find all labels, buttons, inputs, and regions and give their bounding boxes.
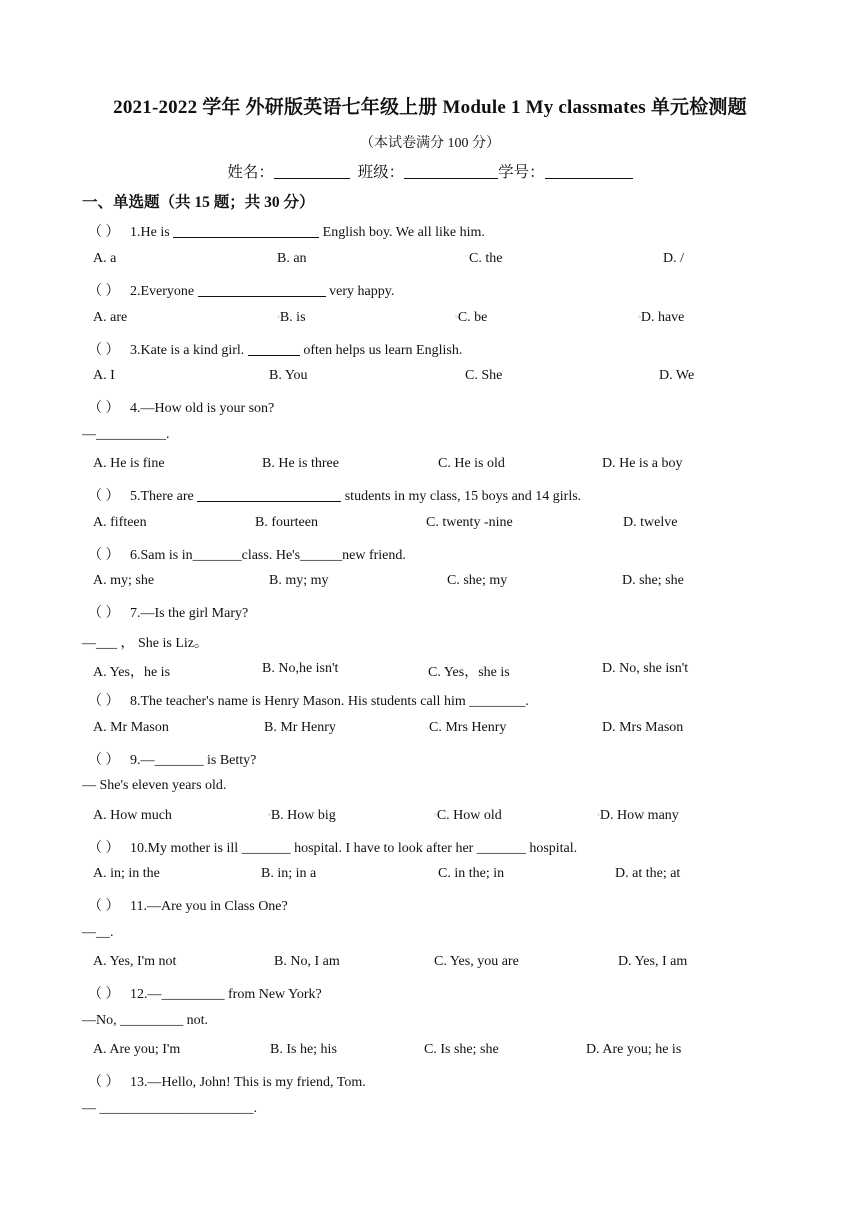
option-b[interactable]: B. in; in a: [261, 866, 317, 881]
score-note: （本试卷满分 100 分）: [360, 136, 500, 151]
answer-blank: [248, 342, 300, 356]
answer-line: — ______________________.: [82, 1101, 257, 1116]
option-b[interactable]: B. You: [269, 368, 308, 383]
option-c[interactable]: C. twenty -nine: [426, 515, 513, 530]
marker-dot: ◦: [455, 312, 458, 321]
option-b[interactable]: B. Is he; his: [270, 1042, 337, 1057]
option-a[interactable]: A. my; she: [93, 573, 155, 588]
class-blank: [404, 164, 498, 179]
answer-line: —__________.: [82, 427, 170, 442]
option-c[interactable]: C. in the; in: [438, 866, 505, 881]
option-row: [0, 456, 860, 478]
question-stem: （ ） 2.Everyone very happy.: [88, 284, 395, 299]
option-a[interactable]: A. are: [93, 310, 128, 325]
question-stem: （ ） 12.—_________ from New York?: [88, 987, 322, 1002]
option-d[interactable]: ◦D. have: [638, 310, 685, 325]
marker-dot: ◦: [434, 810, 437, 819]
option-a[interactable]: A. fifteen: [93, 515, 147, 530]
option-b[interactable]: B. He is three: [262, 456, 339, 471]
option-d[interactable]: D. twelve: [623, 515, 678, 530]
option-row: [0, 954, 860, 976]
option-d[interactable]: D. We: [659, 368, 695, 383]
class-label: 班级：: [357, 164, 405, 181]
question-stem: （ ） 4.—How old is your son?: [88, 401, 275, 416]
option-c[interactable]: C. Mrs Henry: [429, 720, 507, 735]
option-row: [0, 310, 860, 332]
option-c[interactable]: C. She: [465, 368, 503, 383]
question-stem: （ ） 9.—_______ is Betty?: [88, 753, 257, 768]
question-stem: （ ） 8.The teacher's name is Henry Mason. His students call him ________.: [88, 694, 529, 709]
name-blank: [274, 164, 350, 179]
question-stem: （ ） 5.There are students in my class, 15 boys and 14 girls.: [88, 489, 582, 504]
marker-dot: ◦: [638, 312, 641, 321]
option-a[interactable]: A. I: [93, 368, 115, 383]
option-row: [0, 251, 860, 273]
option-d[interactable]: D. she; she: [622, 573, 684, 588]
option-row: [0, 808, 860, 830]
option-a[interactable]: A. Yes，he is: [93, 665, 171, 680]
page-title: 2021-2022 学年 外研版英语七年级上册 Module 1 My classmates 单元检测题: [113, 97, 747, 118]
option-d[interactable]: D. He is a boy: [602, 456, 683, 471]
option-row: [0, 368, 860, 390]
option-b[interactable]: ◦B. is: [277, 310, 306, 325]
answer-blank: [198, 283, 326, 297]
answer-blank: [173, 224, 319, 238]
option-a[interactable]: A. Mr Mason: [93, 720, 169, 735]
option-a[interactable]: A. Yes, I'm not: [93, 954, 177, 969]
option-c[interactable]: C. the: [469, 251, 503, 266]
question-stem: （ ） 1.He is English boy. We all like him.: [88, 225, 485, 240]
option-c[interactable]: C. Yes, you are: [434, 954, 519, 969]
option-b[interactable]: B. an: [277, 251, 307, 266]
answer-line: —__.: [82, 925, 114, 940]
option-d[interactable]: D. Yes, I am: [618, 954, 688, 969]
option-a[interactable]: A. He is fine: [93, 456, 165, 471]
student-info-row: [0, 160, 860, 182]
marker-dot: ◦: [268, 810, 271, 819]
option-b[interactable]: B. Mr Henry: [264, 720, 336, 735]
option-c[interactable]: C. Yes，she is: [428, 665, 510, 680]
question-stem: （ ） 13.—Hello, John! This is my friend, Tom.: [88, 1075, 366, 1090]
option-a[interactable]: A. Are you; I'm: [93, 1042, 181, 1057]
option-row: [0, 1042, 860, 1064]
option-row: [0, 720, 860, 742]
question-stem: （ ） 3.Kate is a kind girl. often helps us learn English.: [88, 343, 463, 358]
option-a[interactable]: A. in; in the: [93, 866, 160, 881]
option-b[interactable]: B. No,he isn't: [262, 661, 339, 676]
id-label: 学号：: [498, 164, 545, 181]
option-d[interactable]: D. /: [663, 251, 684, 266]
option-d[interactable]: D. No, she isn't: [602, 661, 689, 676]
option-row: [0, 866, 860, 888]
name-label: 姓名：: [227, 164, 274, 181]
option-b[interactable]: B. fourteen: [255, 515, 318, 530]
option-b[interactable]: B. my; my: [269, 573, 329, 588]
option-row: [0, 661, 860, 683]
option-c[interactable]: ◦C. How old: [434, 808, 502, 823]
option-c[interactable]: C. she; my: [447, 573, 508, 588]
option-d[interactable]: ◦D. How many: [597, 808, 679, 823]
option-d[interactable]: D. Are you; he is: [586, 1042, 682, 1057]
marker-dot: ◦: [597, 810, 600, 819]
answer-line: —No, _________ not.: [82, 1013, 208, 1028]
id-blank: [545, 164, 633, 179]
option-d[interactable]: D. Mrs Mason: [602, 720, 684, 735]
answer-line: —___ ， She is Liz。: [82, 636, 208, 651]
option-b[interactable]: B. No, I am: [274, 954, 340, 969]
option-c[interactable]: C. He is old: [438, 456, 505, 471]
marker-dot: ◦: [277, 312, 280, 321]
option-row: [0, 573, 860, 595]
section-heading: 一、单选题（共 15 题；共 30 分）: [82, 194, 315, 211]
option-c[interactable]: C. Is she; she: [424, 1042, 499, 1057]
question-stem: （ ） 10.My mother is ill _______ hospital. I have to look after her _______ hospital.: [88, 841, 578, 856]
option-d[interactable]: D. at the; at: [615, 866, 681, 881]
option-c[interactable]: ◦C. be: [455, 310, 488, 325]
option-a[interactable]: A. a: [93, 251, 117, 266]
question-stem: （ ） 7.—Is the girl Mary?: [88, 606, 249, 621]
answer-line: — She's eleven years old.: [82, 778, 227, 793]
option-b[interactable]: ◦B. How big: [268, 808, 336, 823]
option-a[interactable]: A. How much: [93, 808, 172, 823]
question-stem: （ ） 6.Sam is in_______class. He's______new friend.: [88, 548, 406, 563]
option-row: [0, 515, 860, 537]
answer-blank: [197, 488, 341, 502]
question-stem: （ ） 11.—Are you in Class One?: [88, 899, 288, 914]
